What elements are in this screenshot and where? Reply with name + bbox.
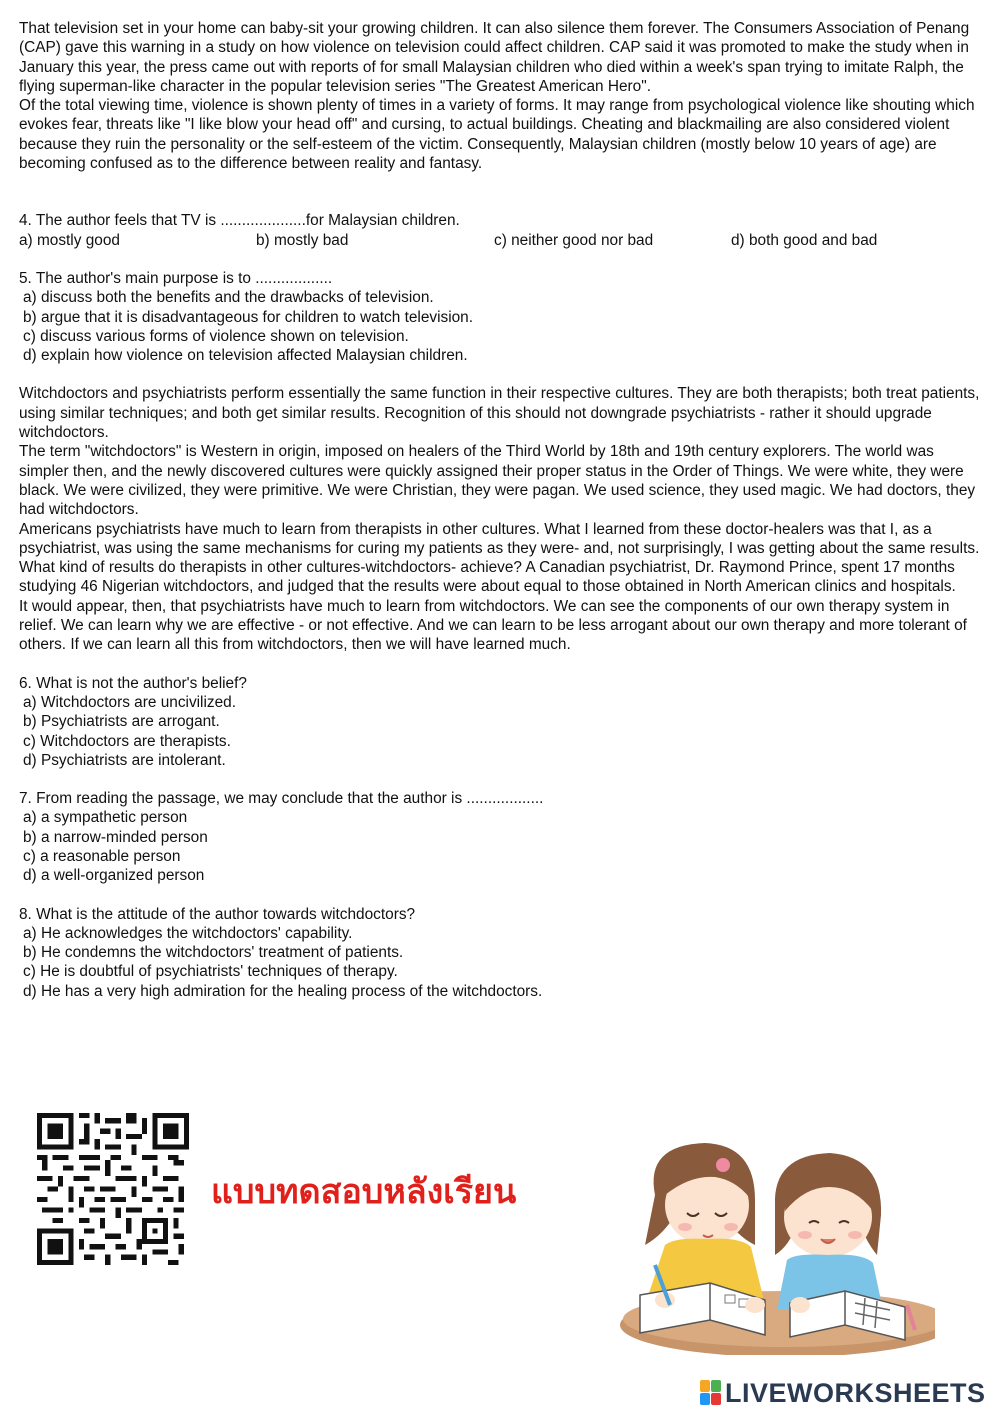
q6-option-a[interactable]: a) Witchdoctors are uncivilized. bbox=[23, 693, 236, 711]
q6-option-d[interactable]: d) Psychiatrists are intolerant. bbox=[23, 751, 226, 769]
worksheet-content bbox=[19, 19, 981, 1001]
q7-option-b[interactable]: b) a narrow-minded person bbox=[23, 828, 208, 846]
question-5: 5. The author's main purpose is to .................. bbox=[19, 269, 333, 287]
q8-option-b[interactable]: b) He condemns the witchdoctors' treatment of patients. bbox=[23, 944, 404, 962]
q5-option-a[interactable]: a) discuss both the benefits and the drawbacks of television. bbox=[23, 289, 434, 307]
q5-option-b[interactable]: b) argue that it is disadvantageous for children to watch television. bbox=[23, 308, 474, 326]
question-4: 4. The author feels that TV is ....................for Malaysian children. bbox=[19, 212, 460, 230]
question-6: 6. What is not the author's belief? bbox=[19, 674, 247, 692]
passage2-paragraph-4: What kind of results do therapists in other cultures-witchdoctors- achieve? A Canadian psychiatrist, Dr. Raymond Prince, spent 17 months studying 46 Nigerian witchdoctors, and judged that the results were about equal to those obtained in North American clinics and hospitals. bbox=[19, 559, 956, 596]
q7-option-c[interactable]: c) a reasonable person bbox=[23, 847, 181, 865]
passage2-paragraph-1: Witchdoctors and psychiatrists perform essentially the same function in their respective cultures. They are both therapists; both treat patients, using similar techniques; and both get similar results. Recognition of this should not downgrade psychiatrists - rather it should upgrade witchdoctors. bbox=[19, 385, 980, 442]
q6-option-c[interactable]: c) Witchdoctors are therapists. bbox=[23, 732, 231, 750]
q4-option-c[interactable]: c) neither good nor bad bbox=[494, 231, 654, 249]
q6-option-b[interactable]: b) Psychiatrists are arrogant. bbox=[23, 713, 220, 731]
passage2-paragraph-2: The term "witchdoctors" is Western in origin, imposed on healers of the Third World by 18th and 19th century explorers. The world was simpler then, and the newly discovered cultures were quickly assigned their proper status in the Order of Things. We were white, they were black. We were civilized, they were primitive. We were Christian, they were pagan. We used science, they used magic. We had doctors, they had witchdoctors. bbox=[19, 443, 976, 519]
question-8: 8. What is the attitude of the author towards witchdoctors? bbox=[19, 905, 416, 923]
q8-option-c[interactable]: c) He is doubtful of psychiatrists' techniques of therapy. bbox=[23, 963, 398, 981]
q4-option-d[interactable]: d) both good and bad bbox=[731, 231, 878, 249]
question-7: 7. From reading the passage, we may conclude that the author is .................. bbox=[19, 790, 544, 808]
passage1-paragraph-2: Of the total viewing time, violence is shown plenty of times in a variety of forms. It may range from psychological violence like shouting which evokes fear, threats like "I like blow your head off" and cursing, to actual buildings. Cheating and blackmailing are also considered violent because they ruin the personality or the self-esteem of the victim. Consequently, Malaysian children (mostly below 10 years of age) are becoming confused as to the difference between reality and fantasy. bbox=[19, 97, 975, 173]
passage1-paragraph-1: That television set in your home can baby-sit your growing children. It can also silence them forever. The Consumers Association of Penang (CAP) gave this warning in a study on how violence on television could affect children. CAP said it was promoted to make the study when in January this year, the press came out with reports of for small Malaysian children who died within a week's span trying to imitate Ralph, the flying superman-like character in the popular television series "The Greatest American Hero". bbox=[19, 20, 970, 95]
q5-option-c[interactable]: c) discuss various forms of violence shown on television. bbox=[23, 327, 409, 345]
liveworksheets-brand[interactable] bbox=[700, 1378, 986, 1408]
q5-option-d[interactable]: d) explain how violence on television affected Malaysian children. bbox=[23, 347, 468, 365]
thai-title: แบบทดสอบหลังเรียน bbox=[211, 1172, 517, 1212]
children-reading-illustration bbox=[615, 1135, 935, 1355]
q8-option-a[interactable]: a) He acknowledges the witchdoctors' capability. bbox=[23, 924, 353, 942]
liveworksheets-logo-icon bbox=[700, 1380, 722, 1406]
passage2-paragraph-5: It would appear, then, that psychiatrists have much to learn from witchdoctors. We can see the components of our own therapy system in relief. We can learn why we are effective - or not effective. And we can learn to be less arrogant about our own therapy and more tolerant of others. If we can learn all this from witchdoctors, then we will have learned much. bbox=[19, 597, 967, 654]
brand-text: LIVEWORKSHEETS bbox=[725, 1378, 986, 1408]
question-4-options bbox=[19, 231, 981, 250]
q8-option-d[interactable]: d) He has a very high admiration for the healing process of the witchdoctors. bbox=[23, 982, 543, 1000]
q7-option-a[interactable]: a) a sympathetic person bbox=[23, 809, 188, 827]
passage2-paragraph-3: Americans psychiatrists have much to learn from therapists in other cultures. What I learned from these doctor-healers was that I, as a psychiatrist, was using the same mechanisms for curing my patients as they were- and, not surprisingly, I was getting about the same results. bbox=[19, 520, 980, 557]
q4-option-b[interactable]: b) mostly bad bbox=[256, 231, 349, 249]
q4-option-a[interactable]: a) mostly good bbox=[19, 231, 120, 249]
qr-code-icon[interactable] bbox=[37, 1113, 189, 1265]
q7-option-d[interactable]: d) a well-organized person bbox=[23, 867, 205, 885]
